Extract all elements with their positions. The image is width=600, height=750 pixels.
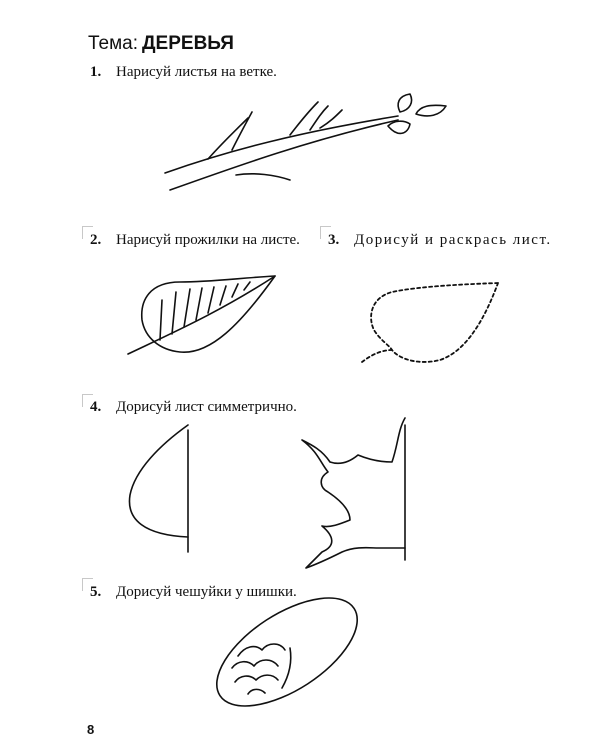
branch-drawing [165, 94, 446, 190]
leaf-3 [388, 121, 410, 133]
scale-row-2 [232, 660, 278, 668]
scale-row-1 [238, 644, 285, 656]
dotted-leaf-drawing [362, 283, 498, 362]
twig-5 [236, 174, 290, 180]
vein-6 [220, 286, 226, 305]
vein-4 [196, 288, 202, 320]
vein-8 [244, 282, 250, 290]
twig-3 [290, 102, 318, 135]
scale-row-3 [235, 675, 278, 682]
leaf-2 [416, 105, 446, 116]
task-2-number: 2. [90, 232, 102, 248]
task-1-text: Нарисуй листья на ветке. [116, 64, 277, 80]
twig-6 [320, 110, 342, 128]
task-3-text: Дорисуй и раскрась лист. [354, 232, 552, 248]
pine-cone-drawing [199, 577, 375, 728]
branch-main-stroke [165, 116, 398, 173]
task-5-text: Дорисуй чешуйки у шишки. [116, 584, 297, 600]
scale-boundary [282, 648, 291, 688]
twig-4 [310, 106, 328, 130]
half-leaf-left-drawing [129, 425, 188, 552]
task-5-number: 5. [90, 584, 102, 600]
pine-cone-outline [199, 577, 375, 728]
task-1-number: 1. [90, 64, 102, 80]
topic-label: Тема: [88, 33, 139, 54]
vein-7 [232, 284, 238, 297]
half-leaf-right-drawing [302, 418, 405, 568]
half-leaf-outline-2 [302, 418, 405, 568]
vein-2 [172, 292, 176, 334]
veined-leaf-drawing [128, 276, 275, 354]
vein-5 [208, 287, 214, 313]
task-4-text: Дорисуй лист симметрично. [116, 399, 297, 415]
half-leaf-outline-1 [129, 425, 188, 537]
scale-row-4 [248, 689, 265, 694]
task-3-number: 3. [328, 232, 340, 248]
branch-main-stroke-lower [170, 120, 398, 190]
page-number: 8 [87, 722, 95, 737]
vein-1 [160, 300, 162, 340]
task-4-number: 4. [90, 399, 102, 415]
task-2-text: Нарисуй прожилки на листе. [116, 232, 300, 248]
dotted-leaf-stem [362, 350, 392, 362]
topic-name: ДЕРЕВЬЯ [142, 33, 234, 54]
vein-3 [184, 289, 190, 327]
leaf-1 [398, 94, 411, 112]
